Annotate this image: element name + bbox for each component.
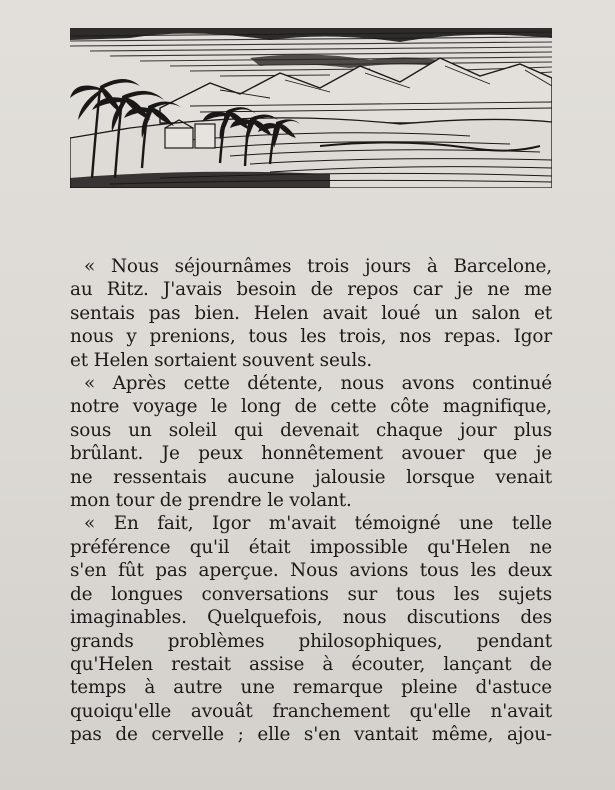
text-line: ne ressentais aucune jalousie lorsque venait <box>70 466 552 488</box>
text-line: quoiqu'elle avouât franchement qu'elle n'avait <box>70 700 552 722</box>
text-line: préférence qu'il était impossible qu'Helen ne <box>70 536 552 558</box>
text-line: nous y prenions, tous les trois, nos repas. Igor <box>70 326 552 348</box>
text-line: grands problèmes philosophiques, pendant <box>70 630 552 652</box>
text-line: sous un soleil qui devenait chaque jour plus <box>70 419 552 441</box>
text-line: temps à autre une remarque pleine d'astuce <box>70 677 552 699</box>
text-line: « En fait, Igor m'avait témoigné une telle <box>84 513 552 535</box>
body-text <box>70 255 552 747</box>
paragraph <box>70 255 552 372</box>
text-line: au Ritz. J'avais besoin de repos car je ne me <box>70 279 552 301</box>
text-line: sentais pas bien. Helen avait loué un salon et <box>70 302 552 324</box>
landscape-engraving-icon <box>70 28 552 188</box>
text-line: mon tour de prendre le volant. <box>70 490 352 512</box>
text-line: « Après cette détente, nous avons continué <box>84 373 552 395</box>
text-line: « Nous séjournâmes trois jours à Barcelone, <box>84 256 552 277</box>
text-line: s'en fût pas aperçue. Nous avions tous les deux <box>70 560 552 582</box>
text-line: brûlant. Je peux honnêtement avouer que je <box>70 443 552 465</box>
text-line: de longues conversations sur tous les sujets <box>70 583 552 605</box>
paragraph <box>70 372 552 512</box>
text-line: qu'Helen restait assise à écouter, lançant de <box>70 653 552 675</box>
text-line: pas de cervelle ; elle s'en vantait même, ajou- <box>70 724 552 746</box>
text-line: et Helen sortaient souvent seuls. <box>70 349 373 371</box>
paragraph <box>70 512 552 746</box>
text-line: imaginables. Quelquefois, nous discutions des <box>70 607 552 629</box>
text-line: notre voyage le long de cette côte magnifique, <box>70 396 552 418</box>
